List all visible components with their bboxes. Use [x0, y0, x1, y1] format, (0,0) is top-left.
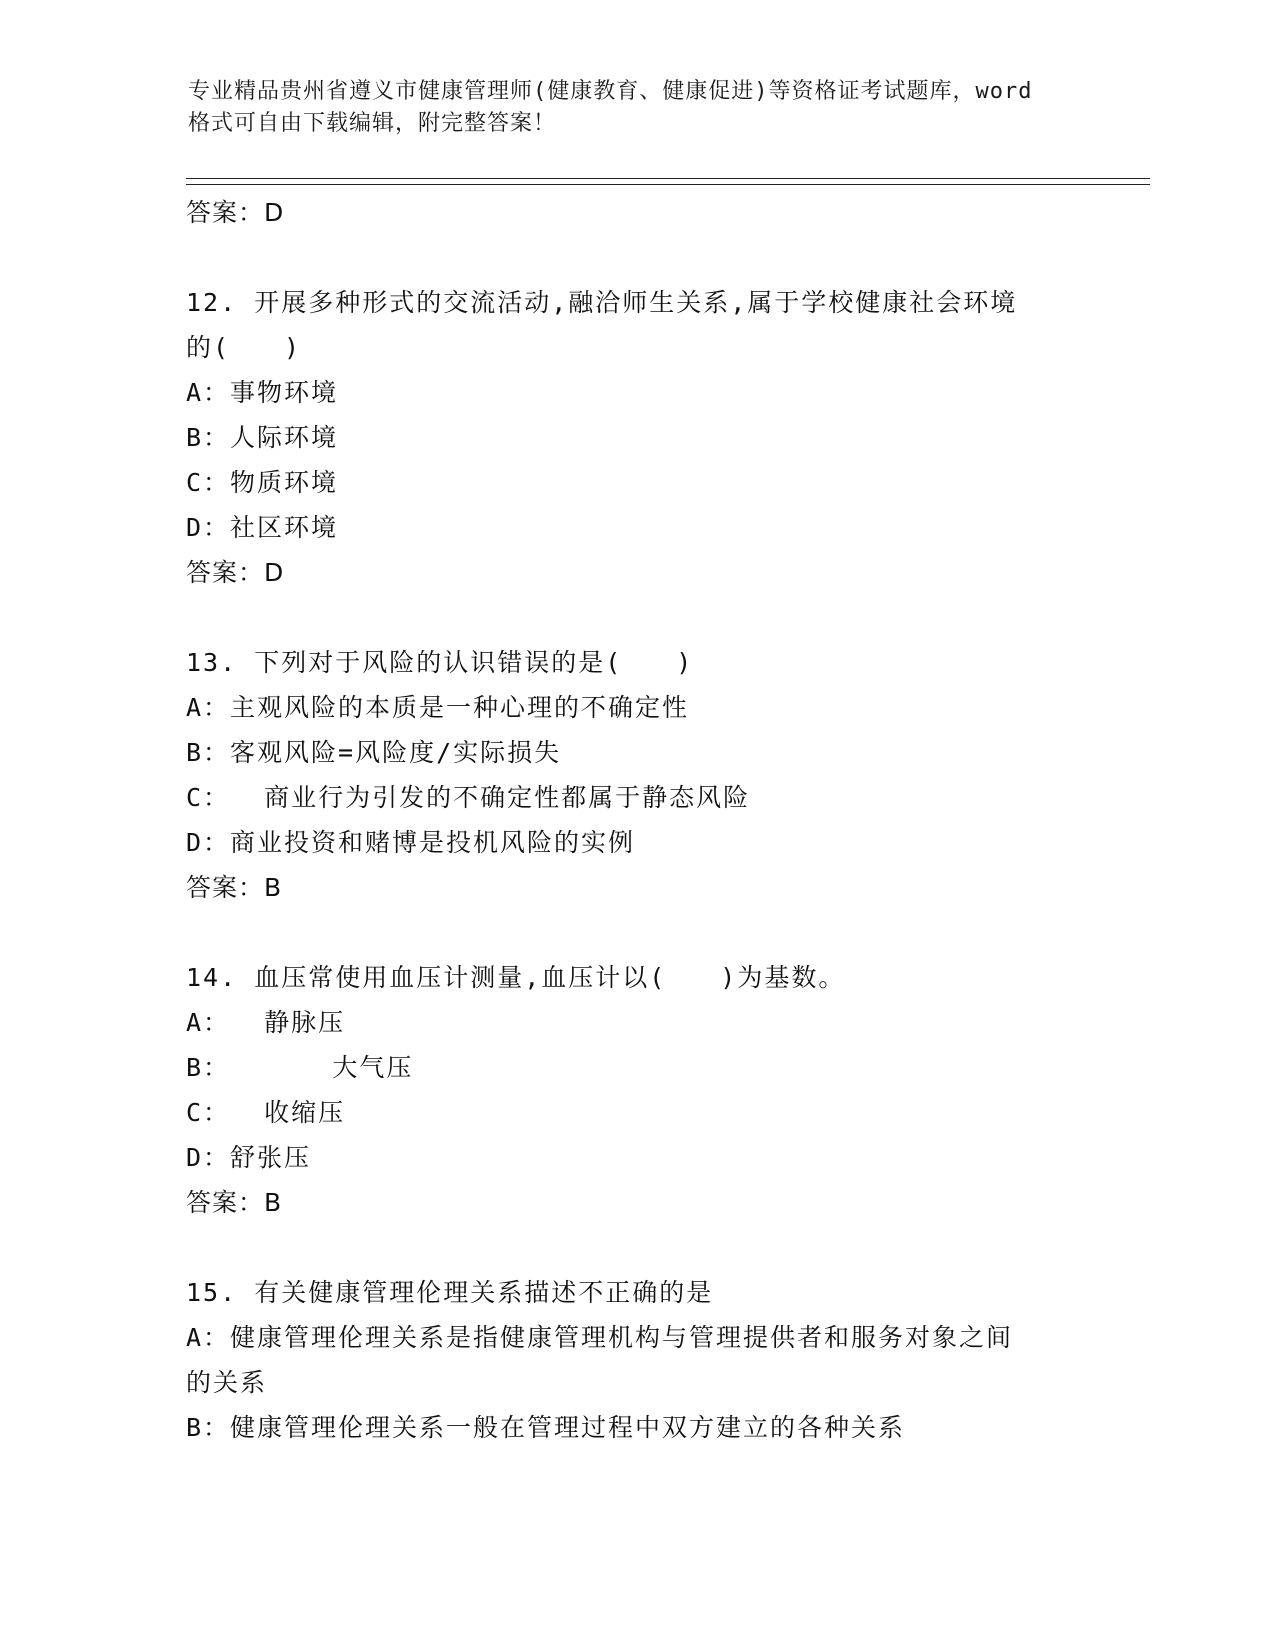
question-stem: 14. 血压常使用血压计测量,血压计以( )为基数。 [186, 963, 846, 992]
question-list [186, 190, 1086, 1450]
option-d: D：舒张压 [186, 1143, 312, 1172]
question-stem: 12. 开展多种形式的交流活动,融洽师生关系,属于学校健康社会环境 [186, 288, 1018, 317]
question-15 [186, 1270, 1086, 1450]
option-c: C： 收缩压 [186, 1098, 346, 1127]
option-a-continued: 的关系 [186, 1368, 268, 1397]
question-12 [186, 280, 1086, 595]
option-a: A：事物环境 [186, 378, 339, 407]
option-d: D：社区环境 [186, 513, 339, 542]
option-a: A： 静脉压 [186, 1008, 346, 1037]
option-a: A：主观风险的本质是一种心理的不确定性 [186, 693, 690, 722]
question-14 [186, 955, 1086, 1225]
question-13 [186, 640, 1086, 910]
page-header [188, 76, 1088, 140]
option-b: B：客观风险=风险度/实际损失 [186, 738, 562, 767]
option-b: B： 大气压 [186, 1053, 414, 1082]
header-rule-bottom [186, 184, 1150, 185]
option-b: B：健康管理伦理关系一般在管理过程中双方建立的各种关系 [186, 1413, 906, 1442]
option-b: B：人际环境 [186, 423, 339, 452]
header-rule-top [186, 178, 1150, 179]
header-line-1: 专业精品贵州省遵义市健康管理师(健康教育、健康促进)等资格证考试题库，word [188, 79, 1033, 104]
answer-line: 答案：D [186, 558, 285, 587]
option-c: C：物质环境 [186, 468, 339, 497]
option-a: A：健康管理伦理关系是指健康管理机构与管理提供者和服务对象之间 [186, 1323, 1014, 1352]
question-stem: 15. 有关健康管理伦理关系描述不正确的是 [186, 1278, 714, 1307]
question-stem: 13. 下列对于风险的认识错误的是( ) [186, 648, 694, 677]
question-stem: 的( ) [186, 333, 302, 362]
answer-line: 答案：B [186, 1188, 283, 1217]
answer-line: 答案：B [186, 873, 283, 902]
header-line-2: 格式可自由下载编辑，附完整答案！ [188, 111, 557, 136]
option-c: C： 商业行为引发的不确定性都属于静态风险 [186, 783, 751, 812]
answer-line: 答案：D [186, 198, 285, 227]
option-d: D：商业投资和赌博是投机风险的实例 [186, 828, 636, 857]
